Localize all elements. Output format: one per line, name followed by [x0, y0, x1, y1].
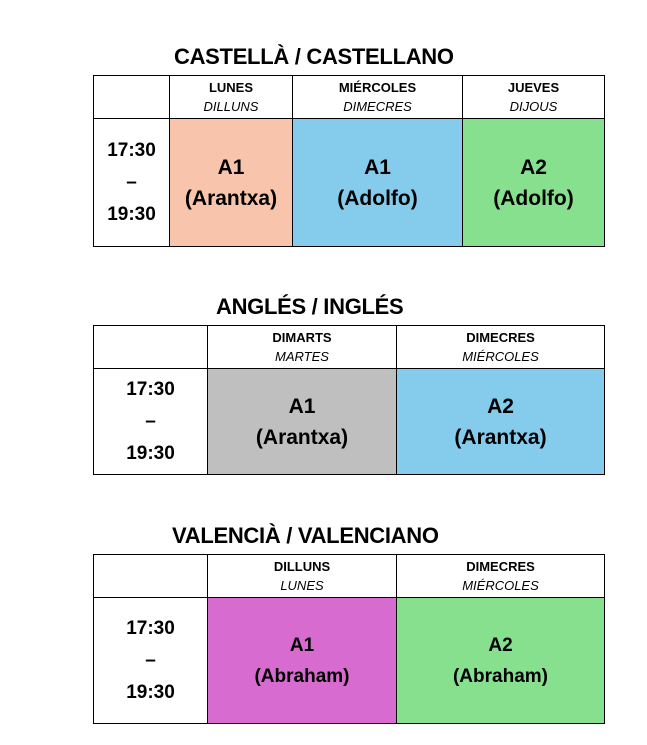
day-header-dimecres [397, 555, 605, 598]
time-end: 19:30 [126, 442, 175, 464]
schedule-table-ingles [93, 325, 605, 475]
corner-cell [94, 326, 208, 369]
day-name: DIMECRES [466, 559, 535, 574]
day-name: DIMARTS [272, 330, 332, 345]
day-header-miercoles [293, 76, 463, 119]
schedule-table-castellano [93, 75, 605, 247]
class-level: A1 [288, 394, 316, 418]
section-title-castellano: CASTELLÀ / CASTELLANO [174, 44, 454, 69]
class-teacher: (Arantxa) [454, 425, 547, 449]
class-teacher: (Arantxa) [255, 425, 349, 449]
class-level: A2 [520, 155, 547, 179]
time-end: 19:30 [126, 681, 175, 703]
class-level: A1 [364, 155, 391, 179]
class-teacher: (Abraham) [452, 665, 548, 687]
day-alt-name: DILLUNS [203, 99, 259, 114]
time-start: 17:30 [126, 378, 175, 400]
day-header-jueves [463, 76, 605, 119]
day-name: DILLUNS [273, 559, 331, 574]
corner-cell [94, 555, 208, 598]
class-row [94, 598, 605, 724]
corner-cell [94, 76, 170, 119]
time-end: 19:30 [107, 203, 156, 225]
time-separator: – [126, 171, 137, 193]
header-row [94, 326, 605, 369]
day-name: JUEVES [507, 80, 560, 95]
class-cell [293, 119, 463, 247]
class-cell [397, 598, 605, 724]
day-alt-name: MIÉRCOLES [462, 349, 539, 364]
header-row [94, 555, 605, 598]
class-cell [208, 598, 397, 724]
class-teacher: (Abraham) [254, 665, 350, 687]
class-teacher: (Arantxa) [184, 186, 278, 210]
day-header-dilluns [208, 555, 397, 598]
class-level: A1 [289, 634, 315, 656]
time-start: 17:30 [107, 139, 156, 161]
day-name: MIÉRCOLES [338, 80, 417, 95]
class-teacher: (Adolfo) [493, 186, 574, 210]
day-alt-name: LUNES [280, 578, 324, 593]
time-separator: – [145, 649, 156, 671]
class-cell [463, 119, 605, 247]
header-row [94, 76, 605, 119]
time-slot [94, 598, 208, 724]
class-row [94, 369, 605, 475]
class-cell [397, 369, 605, 475]
class-cell [170, 119, 293, 247]
time-slot [94, 369, 208, 475]
class-row [94, 119, 605, 247]
time-separator: – [145, 410, 156, 432]
schedule-table-valenciano [93, 554, 605, 724]
day-alt-name: MIÉRCOLES [462, 578, 539, 593]
day-header-dimecres [397, 326, 605, 369]
day-name: LUNES [208, 80, 254, 95]
day-alt-name: DIMECRES [343, 99, 412, 114]
time-slot [94, 119, 170, 247]
day-name: DIMECRES [466, 330, 535, 345]
section-title-valenciano: VALENCIÀ / VALENCIANO [172, 523, 439, 548]
day-header-dimarts [208, 326, 397, 369]
class-level: A2 [487, 394, 514, 418]
day-alt-name: DIJOUS [509, 99, 558, 114]
section-title-ingles: ANGLÉS / INGLÉS [216, 294, 404, 319]
class-level: A1 [217, 155, 245, 179]
class-teacher: (Adolfo) [337, 186, 418, 210]
class-cell [208, 369, 397, 475]
time-start: 17:30 [126, 617, 175, 639]
day-header-lunes [170, 76, 293, 119]
class-level: A2 [488, 634, 513, 656]
day-alt-name: MARTES [275, 349, 329, 364]
